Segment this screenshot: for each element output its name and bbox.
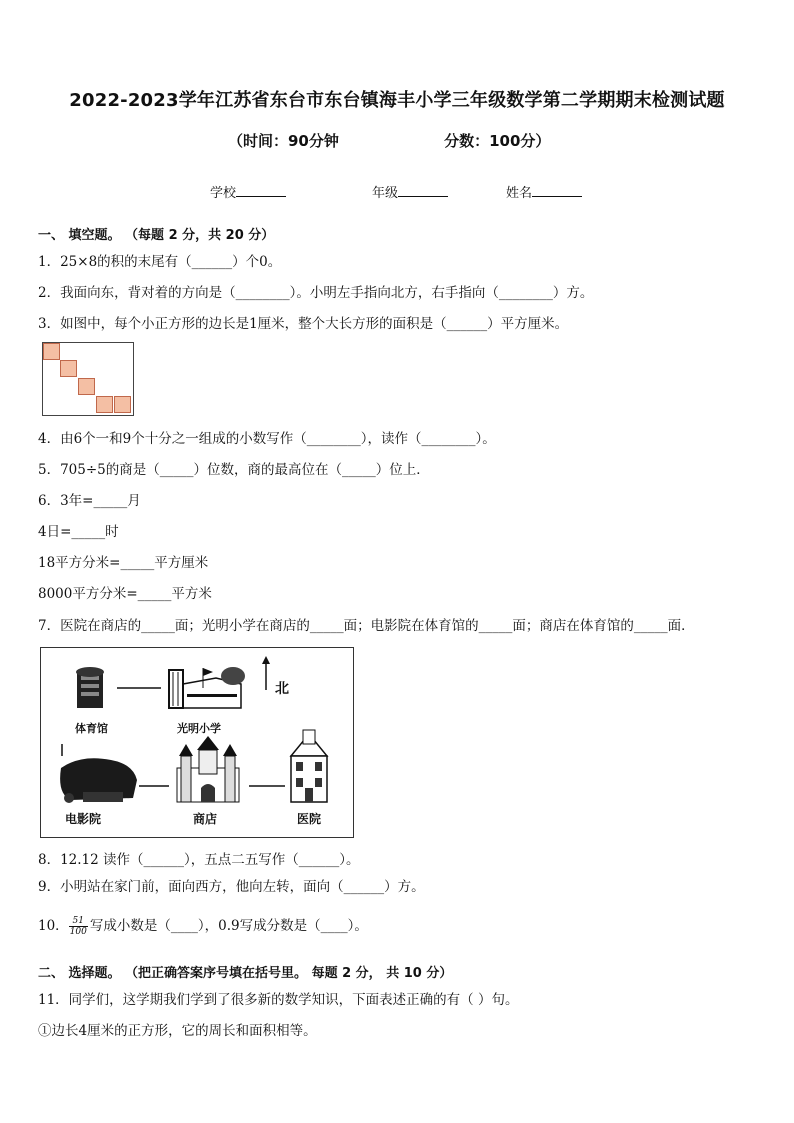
school-field — [210, 182, 286, 201]
grade-label: 年级 — [372, 186, 399, 201]
question-6a: 6．3年=_____月 — [38, 493, 141, 509]
fraction — [69, 916, 88, 937]
name-blank[interactable] — [532, 184, 582, 197]
hospital-icon — [291, 730, 327, 802]
label-north: 北 — [275, 681, 289, 697]
section2-heading: 二、 选择题。 （把正确答案序号填在括号里。 每题 2 分， 共 10 分） — [38, 966, 453, 981]
gym-icon — [76, 667, 104, 708]
label-cinema: 电影院 — [65, 812, 102, 826]
map-drawing — [41, 648, 353, 837]
question-1: 1．25×8的积的末尾有（______）个0。 — [38, 254, 282, 270]
shop-icon — [177, 736, 239, 802]
question-2: 2．我面向东，背对着的方向是（________）。小明左手指向北方，右手指向（________）方。 — [38, 285, 594, 301]
exam-subtitle — [228, 130, 550, 151]
question-6b: 4日=_____时 — [38, 524, 119, 540]
label-shop: 商店 — [193, 812, 218, 826]
grid-square — [78, 378, 95, 395]
question-4: 4．由6个一和9个十分之一组成的小数写作（________），读作（________）。 — [38, 431, 496, 447]
fraction-numerator: 51 — [69, 916, 88, 927]
label-hospital: 医院 — [297, 812, 322, 826]
question-11-option-1: ①边长4厘米的正方形，它的周长和面积相等。 — [38, 1023, 317, 1039]
school-blank[interactable] — [236, 184, 286, 197]
name-field — [506, 182, 582, 201]
direction-map-figure — [40, 647, 354, 838]
question-6d: 8000平方分米=_____平方米 — [38, 586, 212, 602]
question-8: 8．12.12 读作（______），五点二五写作（______）。 — [38, 852, 360, 868]
grid-square — [43, 343, 60, 360]
grade-field — [372, 182, 448, 201]
label-gym: 体育馆 — [75, 722, 108, 735]
question-9: 9．小明站在家门前，面向西方，他向左转，面向（______）方。 — [38, 879, 425, 895]
exam-score: 分数：100分） — [444, 132, 551, 150]
fraction-denominator: 100 — [69, 927, 87, 937]
exam-time: （时间：90分钟 — [228, 132, 339, 150]
question-10-text: 写成小数是（____），0.9写成分数是（____）。 — [89, 918, 368, 934]
grid-square — [114, 396, 131, 413]
grid-square — [60, 360, 77, 377]
question-6c: 18平方分米=_____平方厘米 — [38, 555, 209, 571]
section1-heading: 一、 填空题。 （每题 2 分，共 20 分） — [38, 228, 275, 243]
question-3: 3．如图中，每个小正方形的边长是1厘米，整个大长方形的面积是（______）平方厘米。 — [38, 316, 569, 332]
school-icon — [169, 667, 245, 708]
label-school: 光明小学 — [177, 722, 221, 735]
grade-blank[interactable] — [398, 184, 448, 197]
cinema-icon — [60, 758, 137, 803]
question-10 — [38, 914, 368, 937]
exam-title: 2022-2023学年江苏省东台市东台镇海丰小学三年级数学第二学期期末检测试题 — [69, 90, 725, 111]
question-10-number: 10． — [38, 918, 69, 934]
rectangle-grid-figure — [42, 342, 134, 416]
school-label: 学校 — [210, 186, 237, 201]
question-11: 11．同学们，这学期我们学到了很多新的数学知识，下面表述正确的有（ ）句。 — [38, 992, 519, 1008]
question-7: 7．医院在商店的_____面；光明小学在商店的_____面；电影院在体育馆的_____面；商店在体育馆的_____面． — [38, 618, 695, 634]
north-arrow-icon — [262, 656, 270, 690]
question-5: 5．705÷5的商是（_____）位数，商的最高位在（_____）位上． — [38, 462, 430, 478]
grid-square — [96, 396, 113, 413]
name-label: 姓名 — [506, 186, 533, 201]
